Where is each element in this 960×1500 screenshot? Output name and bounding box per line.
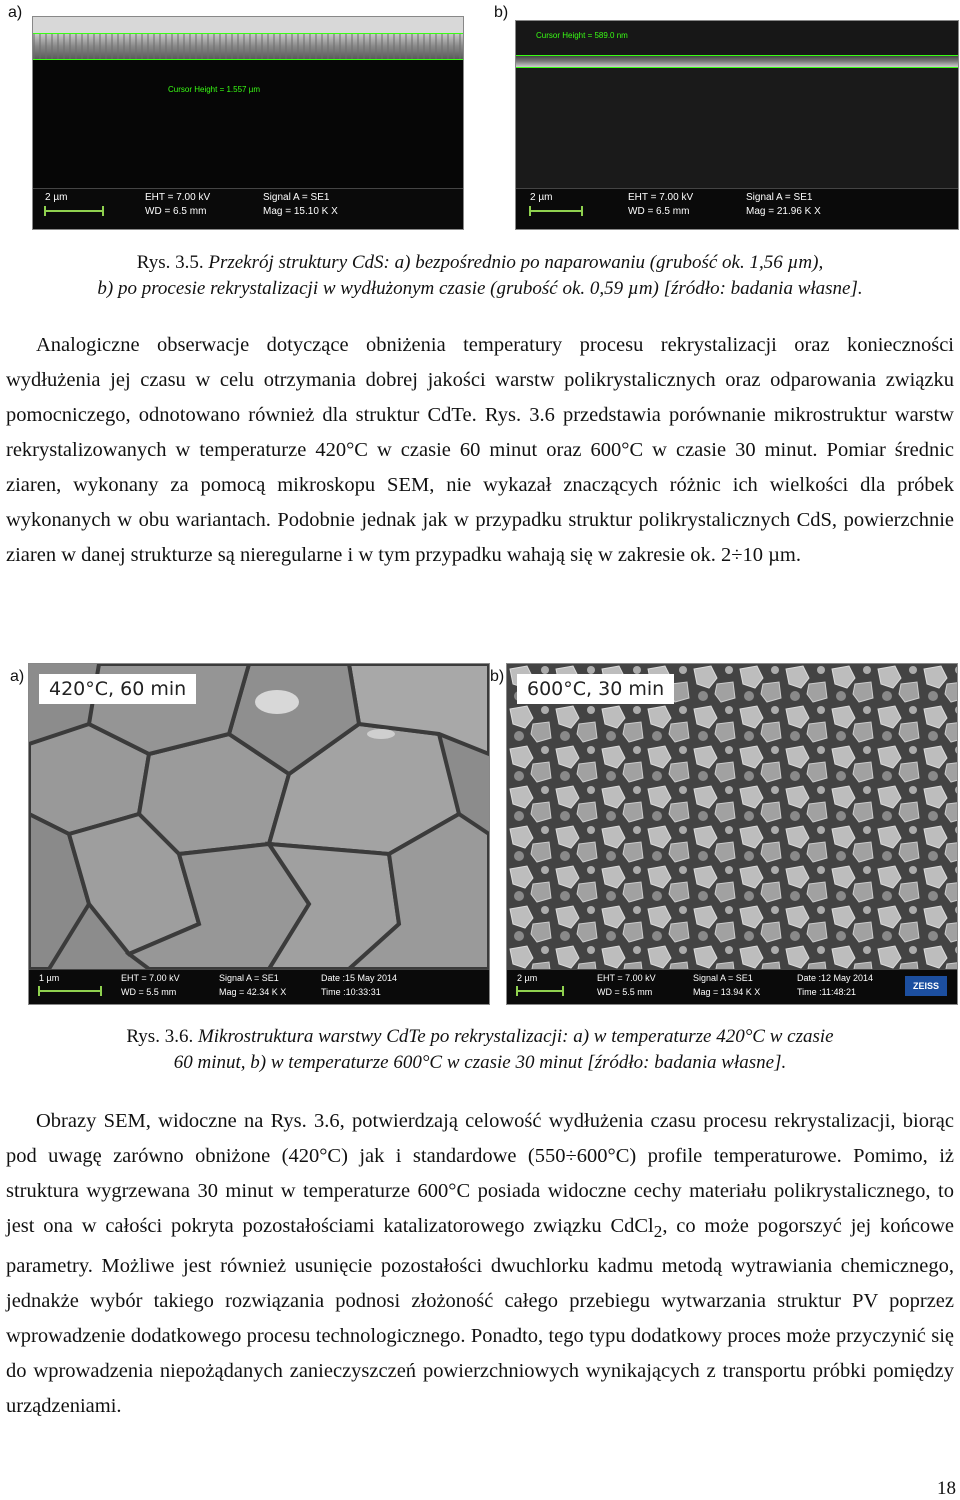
eht-label: EHT = 7.00 kV bbox=[145, 192, 211, 203]
mag-label: Mag = 13.94 K X bbox=[693, 987, 761, 997]
paragraph-part-1: Obrazy SEM, widoczne na Rys. 3.6, potwierdzają celowość wydłużenia czasu procesu rekrystalizacji, biorąc pod uwagę zarówno obniżone (420°C) jak i standardowe (550÷600°C) profile temperaturowe. Pomimo, iż struktura wygrzewana 30 minut w temperaturze 600°C posiada widoczne cechy materiału polikrystalicznego, to jest ona w całości pokryta pozostałościami katalizatorowego związku CdCl bbox=[6, 1110, 954, 1237]
sem-info-bar bbox=[516, 188, 958, 229]
time-label: Time :11:48:21 bbox=[797, 987, 857, 997]
scale-label: 2 µm bbox=[45, 192, 68, 203]
caption-line-1: Przekrój struktury CdS: a) bezpośrednio po naparowaniu (grubość ok. 1,56 µm), bbox=[208, 252, 824, 273]
date-label: Date :12 May 2014 bbox=[797, 973, 874, 983]
panel-a-letter: a) bbox=[8, 4, 23, 21]
panel-b-letter: b) bbox=[490, 668, 505, 685]
figure-caption-3-6 bbox=[0, 1024, 960, 1076]
sem-image-cds-cross-section-b bbox=[515, 20, 959, 230]
scale-label: 2 µm bbox=[517, 973, 538, 983]
mag-label: Mag = 21.96 K X bbox=[746, 206, 821, 217]
signal-label: Signal A = SE1 bbox=[219, 973, 279, 983]
caption-line-2: 60 minut, b) w temperaturze 600°C w czasie 30 minut [źródło: badania własne]. bbox=[173, 1052, 787, 1073]
sem-info-bar bbox=[33, 188, 463, 229]
scale-bar bbox=[39, 990, 101, 992]
body-paragraph-2 bbox=[6, 1104, 954, 1424]
date-label: Date :15 May 2014 bbox=[321, 973, 398, 983]
cursor-line-bottom bbox=[33, 59, 463, 60]
cursor-line-top bbox=[516, 55, 958, 56]
caption-prefix: Rys. 3.5. bbox=[136, 252, 204, 273]
cursor-line-top bbox=[33, 33, 463, 34]
paragraph-text bbox=[6, 1104, 954, 1424]
panel-a-letter: a) bbox=[10, 668, 25, 685]
mag-label: Mag = 42.34 K X bbox=[219, 987, 287, 997]
signal-label: Signal A = SE1 bbox=[693, 973, 753, 983]
grain-micrograph bbox=[29, 664, 489, 969]
subscript-2: 2 bbox=[653, 1222, 663, 1242]
caption-line-2: b) po procesie rekrystalizacji w wydłużonym czasie (grubość ok. 0,59 µm) [źródło: badania własne]. bbox=[97, 278, 863, 299]
zeiss-logo: ZEISS bbox=[905, 976, 947, 996]
paragraph-part-2: , co może pogorszyć jej końcowe parametry. Możliwe jest również usunięcie pozostałości dwuchlorku kadmu metodą wytrawiania chemicznego, jednakże wybór takiego rozwiązania podnosi złożoność całego przebiegu wytwarzania struktur PV poprzez wprowadzenie dodatkowego procesu technologicznego. Ponadto, tego typu dodatkowy proces może przyczynić się do wprowadzenia niepożądanych zanieczyszczeń powierzchniowych wynikających z transportu próbki pomiędzy urządzeniami. bbox=[6, 1215, 954, 1418]
body-paragraph-1 bbox=[6, 328, 954, 573]
scale-bar bbox=[517, 990, 563, 992]
scale-label: 2 µm bbox=[530, 192, 553, 203]
cursor-height-label: Cursor Height = 589.0 nm bbox=[536, 31, 628, 40]
cursor-height-label: Cursor Height = 1.557 µm bbox=[168, 85, 260, 94]
wd-label: WD = 5.5 mm bbox=[597, 987, 653, 997]
caption-prefix: Rys. 3.6. bbox=[126, 1026, 194, 1047]
sem-info-bar bbox=[29, 969, 489, 1004]
wd-label: WD = 6.5 mm bbox=[145, 206, 207, 217]
eht-label: EHT = 7.00 kV bbox=[597, 973, 656, 983]
wd-label: WD = 5.5 mm bbox=[121, 987, 177, 997]
figure-caption-3-5 bbox=[0, 250, 960, 302]
page-number: 18 bbox=[937, 1478, 956, 1499]
eht-label: EHT = 7.00 kV bbox=[121, 973, 180, 983]
mag-label: Mag = 15.10 K X bbox=[263, 206, 338, 217]
scale-label: 1 µm bbox=[39, 973, 60, 983]
signal-label: Signal A = SE1 bbox=[746, 192, 813, 203]
time-label: Time :10:33:31 bbox=[321, 987, 381, 997]
cursor-line-bottom bbox=[516, 67, 958, 68]
condition-label: 600°C, 30 min bbox=[517, 674, 674, 704]
sem-info-bar bbox=[507, 969, 957, 1004]
sem-image-cdte-420c bbox=[28, 663, 490, 1005]
sem-image-cdte-600c bbox=[506, 663, 958, 1005]
sem-image-cds-cross-section-a bbox=[32, 16, 464, 230]
condition-label: 420°C, 60 min bbox=[39, 674, 196, 704]
signal-label: Signal A = SE1 bbox=[263, 192, 330, 203]
scale-bar bbox=[530, 210, 582, 212]
scale-bar bbox=[45, 210, 103, 212]
grain-micrograph bbox=[507, 664, 957, 969]
wd-label: WD = 6.5 mm bbox=[628, 206, 690, 217]
paragraph-text: Analogiczne obserwacje dotyczące obniżenia temperatury procesu rekrystalizacji oraz konieczności wydłużenia jej czasu w celu otrzymania dobrej jakości warstw polikrystalicznych oraz odparowania związku pomocniczego, odnotowano również dla struktur CdTe. Rys. 3.6 przedstawia porównanie mikrostruktur warstw rekrystalizowanych w temperaturze 420°C w czasie 60 minut oraz 600°C w czasie 30 minut. Pomiar średnic ziaren, wykonany za pomocą mikroskopu SEM, nie wykazał znaczących różnic ich wielkości dla próbek wykonanych w obu wariantach. Podobnie jednak jak w przypadku struktur polikrystalicznych CdS, powierzchnie ziaren w danej strukturze są nieregularne i w tym przypadku wahają się w zakresie ok. 2÷10 µm. bbox=[6, 334, 954, 566]
eht-label: EHT = 7.00 kV bbox=[628, 192, 694, 203]
caption-line-1: Mikrostruktura warstwy CdTe po rekrystalizacji: a) w temperaturze 420°C w czasie bbox=[197, 1026, 834, 1047]
panel-b-letter: b) bbox=[494, 4, 509, 21]
